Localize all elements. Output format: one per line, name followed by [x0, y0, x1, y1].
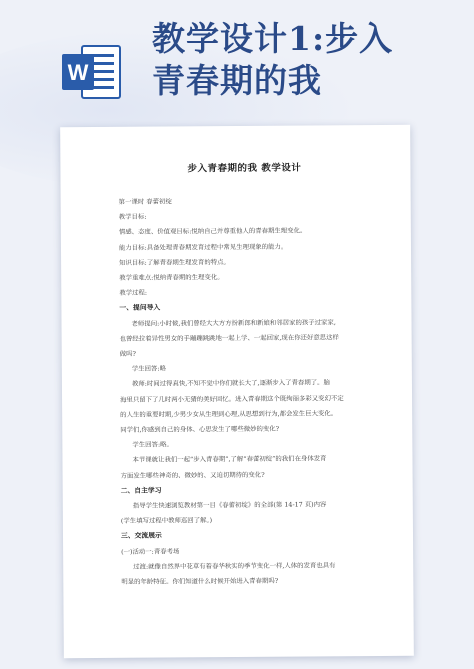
- header-title: [152, 18, 462, 102]
- objective-knowledge: 知识目标:了解青春期生理发育的特点。: [119, 257, 230, 267]
- objectives-label: 教学目标:: [118, 212, 147, 222]
- svg-text:W: W: [67, 60, 89, 85]
- document-body: [118, 159, 413, 590]
- paragraph-line: 教师:时间过得真快,不知不觉中你们就长大了,逐渐步入了青春期了。脑: [131, 378, 330, 389]
- paragraph-line: 的人生的重要时期,少男少女从生理到心理,从思想到行为,都会发生巨大变化。: [120, 409, 338, 419]
- header-title-line1: 教学设计1:步入: [152, 19, 394, 58]
- paragraph-line: 老师提问:小时候,我们曾经大大方方扮新郎和新娘和邻居家的孩子过家家,: [131, 317, 336, 328]
- document-page: [60, 125, 414, 658]
- objective-ability: 能力目标:具备处理青春期发育过程中常见生理现象的能力。: [118, 242, 288, 252]
- key-points: 教学重难点:悦纳青春期的生理变化。: [119, 273, 224, 282]
- word-document-icon: [60, 40, 124, 104]
- paragraph-line: 明显的年龄特征。你们知道什么时候开始进入青春期吗?: [121, 576, 279, 586]
- header-title-line2: 青春期的我: [152, 61, 322, 100]
- paragraph-line: 本节课就让我们一起“步入青春期”,了解“春蕾初绽”的我们在身体发育: [132, 454, 327, 465]
- paragraph-line: 同学们,你感到自己的身体、心思发生了哪些微妙的变化?: [120, 424, 280, 434]
- paragraph-line: 也曾经拉着异性男女的手蹦蹦跳跳地一起上学、一起回家,现在你还好意思这样: [119, 333, 339, 343]
- lesson-label: 第一课时 春蕾初绽: [118, 197, 172, 206]
- paragraph-line: (一)活动一:青春考场: [121, 547, 180, 556]
- paragraph-line: 指导学生快速浏览教材第一目《春蕾初绽》的全部(第 14-17 页)内容: [132, 500, 327, 510]
- paragraph-line: 学生回答:略: [131, 364, 166, 373]
- section-heading-1: 一、提问导入: [119, 303, 161, 313]
- section-heading-3: 三、交流展示: [120, 531, 162, 541]
- paragraph-line: 海里只留下了几时两小无猜的美好回忆。进入青春期这个既绚丽多彩又变幻不定: [120, 393, 344, 404]
- paragraph-line: 过渡:就像自然界中花草有着春华秋实的季节变化一样,人体的发育也具有: [133, 561, 336, 571]
- process-label: 教学过程:: [119, 288, 148, 298]
- paragraph-line: 做吗?: [119, 349, 136, 358]
- document-title: 步入青春期的我 教学设计: [187, 162, 302, 175]
- paragraph-line: (学生填写过程中教师巡回了解。): [120, 516, 213, 526]
- section-heading-2: 二、自主学习: [120, 486, 162, 495]
- objective-emotion: 情感、态度、价值观目标:悦纳自己并尊重他人的青春期生理变化。: [118, 226, 307, 237]
- paragraph-line: 方面发生哪些神奇的、微妙的、又迫切期待的变化?: [120, 470, 265, 480]
- paragraph-line: 学生回答:略。: [132, 440, 173, 449]
